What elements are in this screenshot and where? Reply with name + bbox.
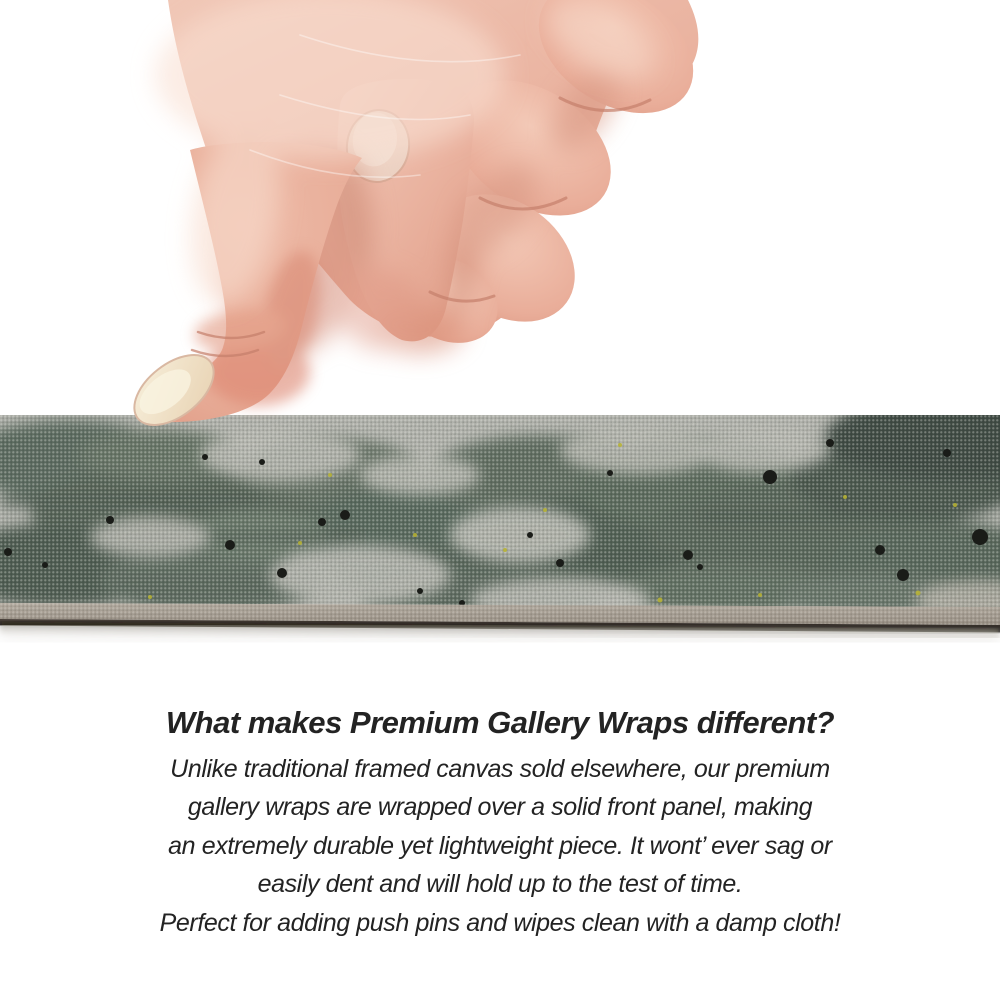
body-line-4: easily dent and will hold up to the test of time. <box>257 870 743 899</box>
hand-pressing-illustration <box>0 0 1000 430</box>
canvas-texture-strip <box>0 415 1000 650</box>
canvas-face <box>0 415 1000 625</box>
hand-photo <box>0 0 1000 430</box>
info-text-block <box>0 703 1000 942</box>
canvas-edge-shadow <box>0 628 1000 639</box>
body-line-5: Perfect for adding push pins and wipes clean with a damp cloth! <box>159 908 841 937</box>
body-line-2: gallery wraps are wrapped over a solid front panel, making <box>187 793 813 822</box>
headline: What makes Premium Gallery Wraps different? <box>165 705 835 740</box>
canvas-edge-photo <box>0 415 1000 650</box>
body-line-1: Unlike traditional framed canvas sold elsewhere, our premium <box>170 755 830 783</box>
body-line-3: an extremely durable yet lightweight piece. It wont’ ever sag or <box>168 831 832 860</box>
